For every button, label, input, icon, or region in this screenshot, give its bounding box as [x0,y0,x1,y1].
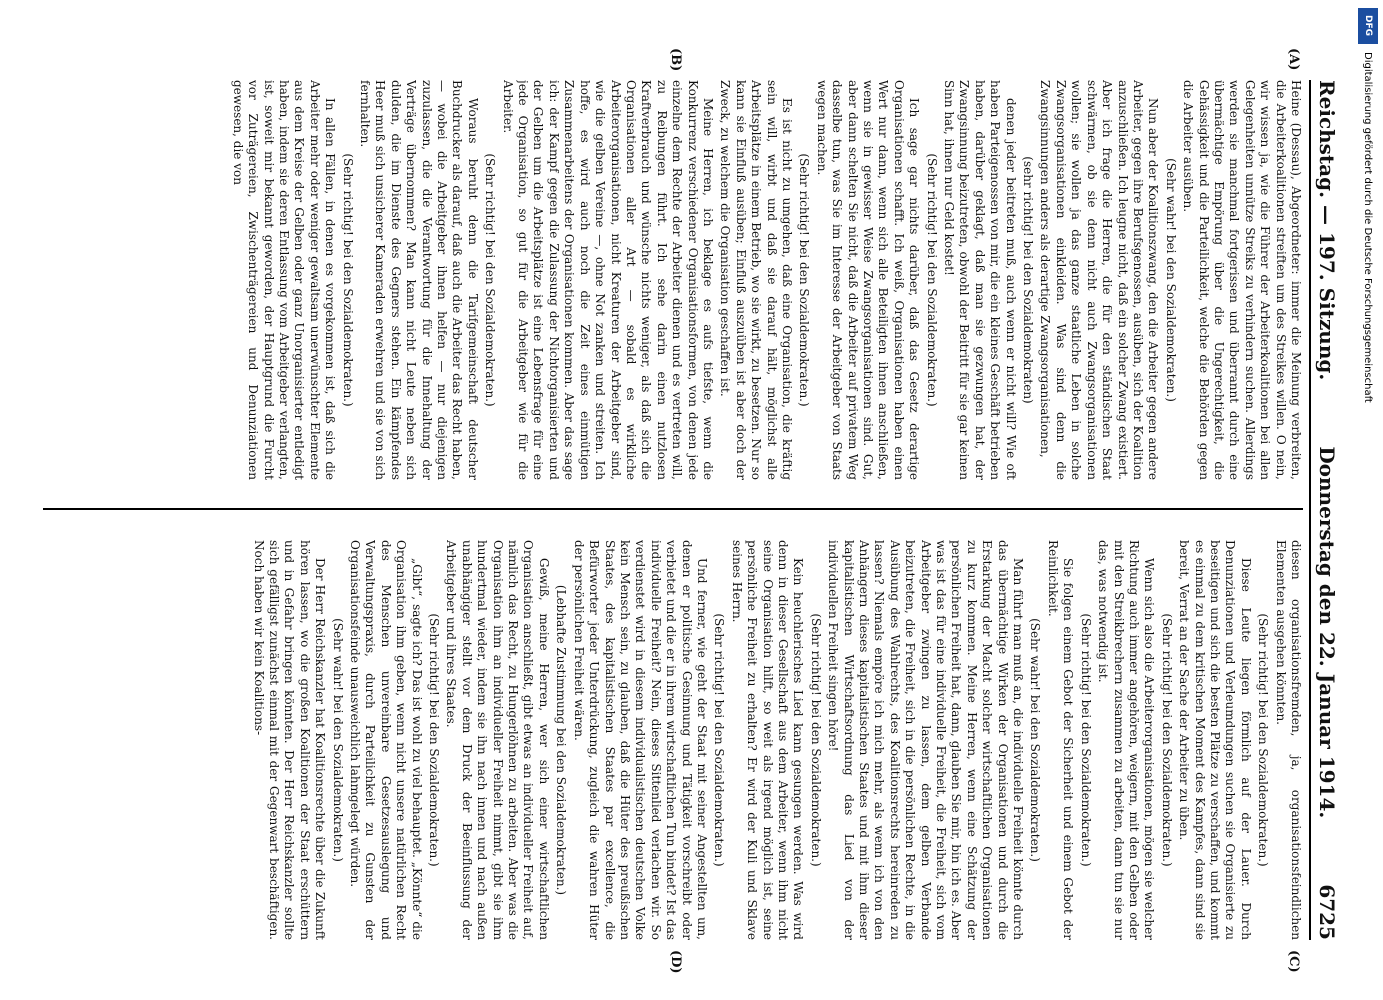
paragraph: Heine (Dessau), Abgeordneter: immer die Meinung verbreiten, die Arbeiterkoalitionen streiften um des Streikes willen. O nein, wir wissen ja, wie die Führer der Arbeiterkoalitionen bei allen Gelegenheiten unnütze Streiks zu verhindern suchen. Allerdings werden sie manchmal fortgerissen und überrannt durch eine übermächtige Empörung über die Ungerechtigkeit, die Gehässigkeit und die Parteilichkeit, welche die Behörden gegen die Arbeiter ausüben. [1181,80,1303,480]
header-left: Reichstag. — 197. Sitzung. [1315,80,1339,381]
dfg-credit: Digitalisierung gefördert durch die Deutsche Forschungsgemeinschaft [1362,52,1373,403]
interjection: (Sehr wahr! bei den Sozialdemokraten.) [1163,158,1178,402]
interjection: (Sehr richtig! bei den Sozialdemokraten.) [808,613,823,867]
margin-marker-b: (B) [668,48,683,72]
margin-marker-d: (D) [668,950,683,974]
paragraph: denen jeder beitreten muß, auch wenn er nicht will? Wie oft haben Parteigenossen von mir, die ein kleines Geschäft betrieben haben, darüber geklagt, daß man sie gezwungen hat, der Zwangsinnung beizutreten, obwohl der Beitritt für sie gar keinen Sinn hat, ihnen nur Geld kostet! [942,80,1018,480]
paragraph: Ich sage gar nichts darüber, daß das Gesetz derartige Organisationen schafft. Ich weiß, Organisationen haben einen Wert nur dann, wenn sich alle Beteiligten ihnen anschließen, wenn sie in gewisser Weise Zwangsorganisationen sind. Gut, aber dann schelten Sie nicht, daß die Arbeiter auf privatem Weg dasselbe tun, was Sie im Interesse der Arbeitgeber von Staats wegen machen. [814,80,922,480]
margin-marker-a: (A) [1286,48,1301,71]
interjection: (Sehr wahr! bei den Sozialdemokraten.) [330,618,345,862]
paragraph: Gewiß, meine Herren, wer sich einer wirtschaftlichen Organisation anschließt, gibt etwas an individueller Freiheit auf, nämlich das Recht, zu Hungerlöhnen zu arbeiten. Aber was die Organisation ihm an individueller Freiheit nimmt, gibt sie ihm hundertmal wieder, indem sie ihn nach innen und nach außen unabhängiger stellt vor dem Druck der Beeinflussung der Arbeitgeber und ihres Staates. [444,540,551,940]
paragraph: Wenn sich also die Arbeiterorganisationen, mögen sie welcher Richtung auch immer angehören, weigern, mit den Gelben oder mit den Streikbrechern zusammen zu arbeiten, dann tun sie nur das, was notwendig ist. [1096,540,1157,940]
paragraph: Es ist nicht zu umgehen, daß eine Organisation, die kräftig sein will, wirbt und daß sie darauf hält, möglichst alle Arbeitsplätze in einem Betrieb, wo sie wirkt, zu besetzen. Nur so kann sie Einfluß ausüben; Einfluß auszuüben ist aber doch der Zweck, zu welchem die Organisation geschaffen ist. [718,80,794,480]
interjection: (Sehr richtig! bei den Sozialdemokraten.) [483,153,498,407]
interjection: (Sehr richtig! bei den Sozialdemokraten.) [797,153,812,407]
paragraph: Sie folgen einem Gebot der Sicherheit und einem Gebot der Reinlichkeit. [1045,540,1076,940]
paragraph: Nun aber der Koalitionszwang, den die Arbeiter gegen andere Arbeiter, gegen ihre Berufsgenossen, ausüben, sich der Koalition anzuschließen. Ich leugne nicht, daß ein solcher Zwang existiert. Aber ich frage die Herren, die für den ständischen Staat schwärmen, ob sie denn nicht auch Zwangsorganisationen wollen; sie wollen ja das ganze staatliche Leben in solche Zwangsorganisationen einkleiden. Was sind denn die Zwangsinnungen anders als derartige Zwangsorganisationen, [1038,80,1161,480]
page-header [1309,80,1347,940]
interjection: (Sehr richtig! bei den Sozialdemokraten.) [1159,613,1174,867]
interjection: (Sehr wahr! bei den Sozialdemokraten.) [1028,618,1043,862]
paragraph: „Gibt“, sagte ich? Das ist wohl zu viel behauptet. „Könnte“ die Organisation ihm geben, wenn nicht unsere natürlichen Recht des Menschen unvereinbare Gesetzesauslegung und Verwaltungspraxis, durch Parteilichkeit zu Gunsten der Organisationsfeinde unausweichlich lahmgelegt würden. [348,540,424,940]
page-number: 6725 [1315,884,1339,940]
paragraph: Man führt man muß an, die individuelle Freiheit könnte durch das übermächtige Wirken der Organisationen und durch die Erstarkung der Macht solcher wirtschaftlichen Organisationen zu kurz kommen. Meine Herren, wenn eine Schätzung der persönlichen Freiheit hat, dann, glauben Sie mir, bin ich es. Aber was ist das für eine individuelle Freiheit, die Freiheit, sich vom Arbeitgeber zwingen zu lassen, dem gelben Verbande beizutreten, die Freiheit, sich in die persönlichen Rechte, in die Ausübung des Wahlrechts, des Koalitionsrechts hereinreden zu lassen? Niemals empöre ich mich mehr, als wenn ich von den Anhängern dieses kapitalistischen Staates und mit ihm dieser kapitalistischen Wirtschaftsordnung das Lied von der individuellen Freiheit singen höre! [826,540,1026,940]
right-column [33,540,1303,940]
interjection: (Sehr richtig! bei den Sozialdemokraten.) [1256,613,1271,867]
column-divider [43,508,1303,510]
interjection: (Sehr richtig! bei den Sozialdemokraten.) [340,153,355,407]
paragraph: Und ferner, wie geht der Staat mit seiner Angestellten um, denen er politische Gesinnung und Tätigkeit vorschreibt oder verbietet und die er in ihrem wirtschaftlichen Tun bindet? Ist das individuelle Freiheit? Nein, dieses Sittenlied verlachen wir. So verdienstet wird in diesem individualistischen deutschen Volke kein Mensch sein, zu glauben, daß die Hüter des preußischen Staates, des kapitalistischen Staates par excellence, die Befürworter jeder Unterdrückung, zugleich die wahren Hüter der persönlichen Freiheit wären. [571,540,709,940]
interjection: (Sehr richtig! bei den Sozialdemokraten.) [427,613,442,867]
paragraph: In allen Fällen, in denen es vorgekommen ist, daß sich die Arbeiter mehr oder weniger gewaltsam unerwünschter Elemente aus dem Kreise der Gelben oder ganz Unorganisierter entledigt haben, indem sie deren Entlassung vom Arbeitgeber verlangten, ist, soweit mir bekannt geworden, der Hauptgrund die Furcht vor Zuträgereien, Zwischenträgereien und Denunziationen gewesen, die von [230,80,338,480]
paragraph: Kein heuchlerisches Lied kann gesungen werden. Was wird denn in dieser Gesellschaft aus dem Arbeiter, wenn ihm nicht seine Organisation hilft, so weit als irgend möglich ist, seine persönliche Freiheit zu erhalten? Er wird der Kuli und Sklave seines Herrn. [729,540,806,940]
interjection: (sehr richtig! bei den Sozialdemokraten) [1021,156,1036,404]
interjection: (Lebhafte Zustimmung bei den Sozialdemokraten.) [554,584,569,896]
interjection: (Sehr richtig! bei den Sozialdemokraten.) [924,153,939,407]
paragraph: Meine Herren, ich beklage es aufs tiefste, wenn die Konkurrenz verschiedener Organisationsformen, von denen jede einzelne dem Rechte der Arbeiter dienen und es vertreten will, zu Reibungen führt. Ich sehe darin einen nutzlosen Kraftverbrauch und wünsche nichts weniger, als daß sich die Organisationen aller Art — sobald es wirkliche Arbeiterorganisationen, nicht Kreaturen der Arbeitgeber sind, wie die gelben Vereine —, ohne Not zanken und streiten. Ich hoffe, es wird auch noch die Zeit eines einmütigen Zusammenarbeitens der Organisationen kommen. Aber das sage ich: der Kampf gegen die Zulassung der Nichtorganisierten und der Gelben um die Arbeitsplätze ist eine Lebensfrage für eine jede Organisation, so gut für die Arbeitgeber wie für die Arbeiter. [500,80,715,480]
interjection: (Sehr richtig! bei den Sozialdemokraten.) [712,613,727,867]
paragraph: diesen organisationsfremden, ja, organisationsfeindlichen Elementen ausgehen könnten. [1273,540,1303,940]
left-column [33,80,1303,480]
paragraph: Diese Leute liegen förmlich auf der Lauer. Durch Denunziationen und Verleumdungen suchen sie Organisierte zu beseitigen und sich die besten Plätze zu verschaffen, und kommt es einmal zu dem kritischen Moment des Kampfes, dann sind sie bereit, Verrat an der Sache der Arbeiter zu üben. [1177,540,1253,940]
header-date: Donnerstag den 22. Januar 1914. [1315,446,1339,819]
interjection: (Sehr richtig! bei den Sozialdemokraten.) [1078,613,1093,867]
dfg-logo: DFG [1358,8,1378,44]
paragraph: Der Herr Reichskanzler hat Koalitionsrechte über die Zukunft hören lassen, wo die großen Koalitionen der Staat erschüttern und in Gefahr bringen könnten. Der Herr Reichskanzler sollte sich gefälligst zunächst einmal mit der Gegenwart beschäftigen. Noch haben wir kein Koalitions- [251,540,328,940]
paragraph: Woraus beruht denn die Tarifgemeinschaft deutscher Buchdrucker als darauf, daß auch die Arbeiter das Recht haben, — wobei die Arbeitgeber ihnen helfen — nur diejenigen zuzulassen, die die Verantwortung für die Innehaltung der Verträge übernommen? Man kann nicht Leute neben sich dulden, die im Dienste des Gegners stehen. Ein kämpfendes Heer muß sich unsicherer Kameraden erwehren und sie von sich fernhalten. [358,80,480,480]
margin-marker-c: (C) [1286,950,1301,973]
dfg-sidebar [1354,0,1383,1000]
